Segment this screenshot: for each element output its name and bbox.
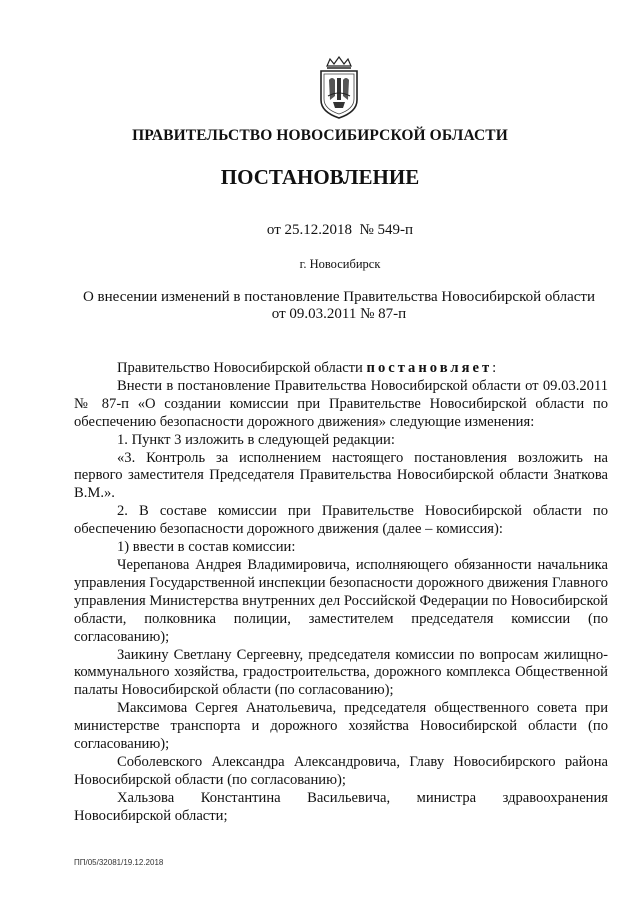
paragraph: Максимова Сергея Анатольевича, председателя общественного совета при министерстве транспорта и дорожного хозяйства Новосибирской области (по согласованию);: [74, 700, 608, 753]
document-body: [74, 360, 608, 826]
city-line: г. Новосибирск: [299, 257, 381, 271]
paragraph: 1) ввести в состав комиссии:: [117, 539, 296, 556]
subject-line: О внесении изменений в постановление Правительства Новосибирской области: [82, 289, 596, 305]
document-type: ПОСТАНОВЛЕНИЕ: [220, 165, 420, 189]
intro-prefix: Правительство Новосибирской области: [117, 360, 367, 376]
subject-line: от 09.03.2011 № 87-п: [271, 306, 407, 322]
paragraph: «3. Контроль за исполнением настоящего постановления возложить на первого заместителя Председателя Правительства Новосибирской области Знаткова В.М.».: [74, 449, 608, 502]
paragraph: 1. Пункт 3 изложить в следующей редакции:: [117, 431, 395, 448]
decree-verb: постановляет: [366, 360, 493, 376]
paragraph: Заикину Светлану Сергеевну, председателя комиссии по вопросам жилищно-коммунального хозяйства, градостроительства, дорожного комплекса Общественной палаты Новосибирской области (по согласованию);: [74, 646, 608, 699]
paragraph: Хальзова Константина Васильевича, министра здравоохранения Новосибирской области;: [74, 789, 608, 824]
coat-of-arms-icon: [316, 56, 362, 120]
paragraph: Соболевского Александра Александровича, Главу Новосибирского района Новосибирской области (по согласованию);: [74, 753, 608, 788]
paragraph: 2. В составе комиссии при Правительстве Новосибирской области по обеспечению безопасности дорожного движения (далее – комиссия):: [74, 503, 608, 538]
intro-paragraph: [74, 360, 608, 378]
document-subject: [74, 289, 604, 323]
paragraph: Внести в постановление Правительства Новосибирской области от 09.03.2011 № 87-п «О создании комиссии при Правительстве Новосибирской области по обеспечению безопасности дорожного движения» следующие изменения:: [74, 377, 608, 430]
footer-code: ПП/05/32081/19.12.2018: [74, 858, 164, 867]
organization-title: ПРАВИТЕЛЬСТВО НОВОСИБИРСКОЙ ОБЛАСТИ: [132, 127, 508, 144]
paragraph: Черепанова Андрея Владимировича, исполняющего обязанности начальника управления Государственной инспекции безопасности дорожного движения Главного управления Министерства внутренних дел Российской Федерации по Новосибирской области, полковника полиции, заместителем председателя комиссии (по согласованию);: [74, 556, 608, 645]
intro-suffix: :: [492, 360, 497, 376]
date-number-line: от 25.12.2018 № 549-п: [266, 222, 414, 238]
